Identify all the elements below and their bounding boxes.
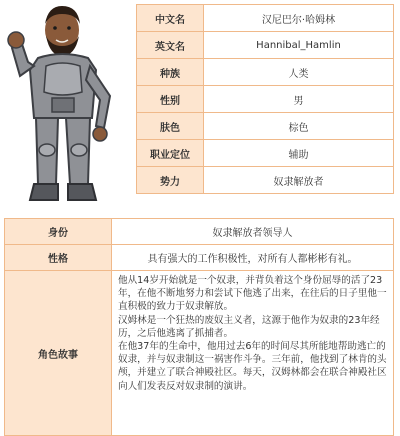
story-paragraph: 汉姆林是一个狂热的废奴主义者，这源于他作为奴隶的23年经历，之后他逃离了抓捕者。	[118, 314, 380, 339]
character-portrait-icon	[0, 0, 136, 218]
story-paragraph: 他从14岁开始就是一个奴隶，并背负着这个身份屈辱的活了23年，在他不断地努力和尝试下他逃了出来，在往后的日子里他一直积极的致力于奴隶解放。	[118, 275, 387, 313]
info-key: 势力	[137, 167, 204, 194]
info-row-english-name	[137, 32, 394, 59]
info-row-faction	[137, 167, 394, 194]
story-text	[112, 271, 394, 436]
info-row-gender	[137, 86, 394, 113]
identity-value: 奴隶解放者领导人	[112, 219, 394, 245]
info-key: 性别	[137, 86, 204, 113]
detail-table	[4, 218, 394, 436]
identity-key: 身份	[5, 219, 112, 245]
story-key: 角色故事	[5, 271, 112, 436]
info-key: 中文名	[137, 5, 204, 32]
character-portrait	[0, 0, 136, 218]
story-row	[5, 271, 394, 436]
info-row-role	[137, 140, 394, 167]
info-row-chinese-name	[137, 5, 394, 32]
identity-row	[5, 219, 394, 245]
info-value: Hannibal_Hamlin	[204, 32, 394, 59]
info-value: 奴隶解放者	[204, 167, 394, 194]
personality-row	[5, 245, 394, 271]
info-value: 人类	[204, 59, 394, 86]
info-table	[136, 4, 394, 194]
info-key: 英文名	[137, 32, 204, 59]
info-row-race	[137, 59, 394, 86]
info-key: 种族	[137, 59, 204, 86]
story-paragraph: 在他37年的生命中，他用过去6年的时间尽其所能地帮助逃亡的奴隶，并与奴隶制这一祸害作斗争。三年前，他找到了林肯的头颅，并建立了联合神殿社区。每天，汉姆林都会在联合神殿社区向人们发表反对奴隶制的演讲。	[118, 341, 387, 392]
info-value: 辅助	[204, 140, 394, 167]
info-value: 男	[204, 86, 394, 113]
personality-value: 具有强大的工作积极性，对所有人都彬彬有礼。	[112, 245, 394, 271]
info-value: 汉尼巴尔·哈姆林	[204, 5, 394, 32]
info-key: 职业定位	[137, 140, 204, 167]
info-key: 肤色	[137, 113, 204, 140]
info-row-skin	[137, 113, 394, 140]
info-value: 棕色	[204, 113, 394, 140]
personality-key: 性格	[5, 245, 112, 271]
